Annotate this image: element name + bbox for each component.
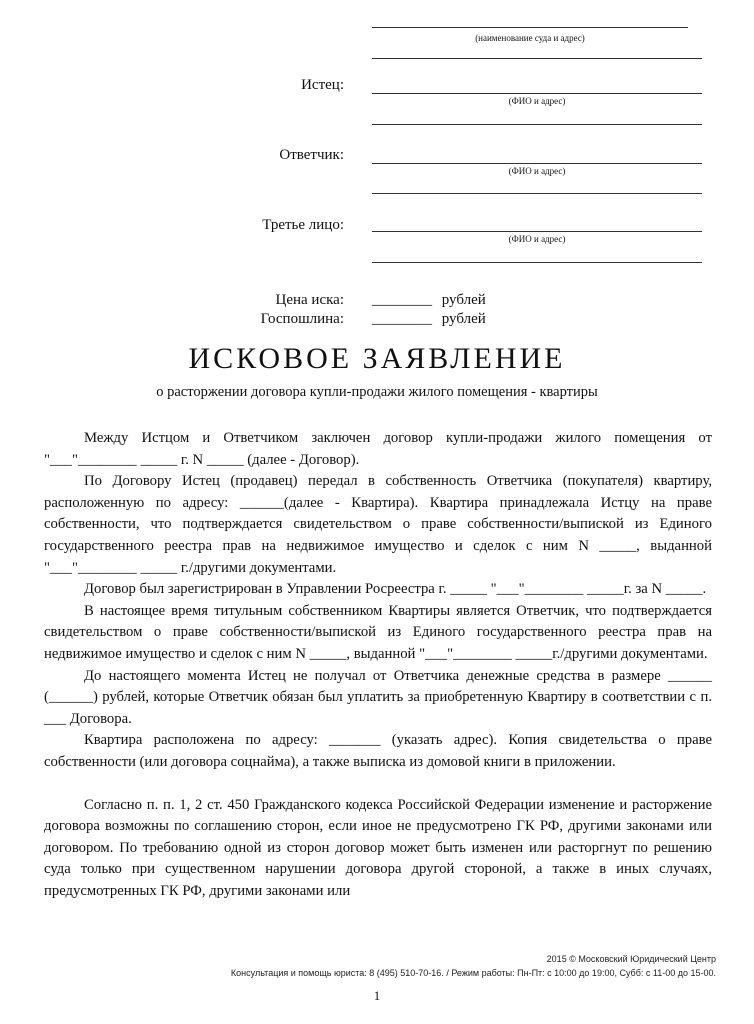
document-body [44, 428, 712, 902]
claim-price-blank: ________ [372, 292, 432, 308]
defendant-line-2 [372, 193, 702, 194]
paragraph: Договор был зарегистрирован в Управлении Росреестра г. _____ "___"________ _____г. за N _____. [84, 581, 707, 598]
document-title: ИСКОВОЕ ЗАЯВЛЕНИЕ [188, 342, 566, 375]
plaintiff-caption: (ФИО и адрес) [508, 96, 566, 106]
state-fee-value [372, 311, 486, 328]
footer-contacts: Консультация и помощь юриста: 8 (495) 510-70-16. / Режим работы: Пн-Пт: с 10:00 до 19:00, Субб: с 11-00 до 15-00. [230, 968, 716, 978]
paragraph: По Договору Истец (продавец) передал в собственность Ответчика (покупателя) квартиру, расположенную по адресу: ______(далее - Квартира). Квартира принадлежала Истцу на праве собственности, что подтверждается свидетельством о праве собственности/выпиской из Единого государственного реестра прав на недвижимое имущество и сделок с ним N _____, выданной "___"________ _____ г./другими документами. [44, 473, 712, 576]
paragraph: Между Истцом и Ответчиком заключен договор купли-продажи жилого помещения от "___"________ _____ г. N _____ (далее - Договор). [44, 430, 712, 468]
court-line-2 [372, 58, 702, 59]
footer-copyright: 2015 © Московский Юридический Центр [546, 954, 716, 964]
state-fee-label: Госпошлина: [260, 311, 344, 327]
plaintiff-line-2 [372, 124, 702, 125]
paragraph: В настоящее время титульным собственником Квартиры является Ответчик, что подтверждается свидетельством о праве собственности/выпиской из Единого государственного реестра прав на недвижимое имущество и сделок с ним N _____, выданной "___"________ _____г./другими документами. [44, 602, 712, 662]
defendant-line-1 [372, 163, 702, 164]
paragraph: До настоящего момента Истец не получал от Ответчика денежные средства в размере ______ (______) рублей, которые Ответчик обязан был уплатить за приобретенную Квартиру в соответствии с п. ___ Договора. [44, 667, 712, 727]
defendant-label: Ответчик: [279, 147, 344, 163]
state-fee-currency: рублей [441, 311, 486, 327]
page-number: 1 [373, 988, 381, 1003]
third-party-line-2 [372, 262, 702, 263]
paragraph: Согласно п. п. 1, 2 ст. 450 Гражданского кодекса Российской Федерации изменение и расторжение договора возможны по соглашению сторон, если иное не предусмотрено ГК РФ, другими законами или договором. По требованию одной из сторон договор может быть изменен или расторгнут по решению суда только при существенном нарушении договора другой стороной, а также в иных случаях, предусмотренных ГК РФ, другими законами или [44, 796, 712, 899]
defendant-caption: (ФИО и адрес) [508, 166, 566, 176]
third-party-line-1 [372, 231, 702, 232]
third-party-label: Третье лицо: [262, 217, 344, 233]
claim-price-value [372, 292, 486, 309]
third-party-caption: (ФИО и адрес) [508, 234, 566, 244]
claim-price-label: Цена иска: [275, 292, 344, 308]
claim-price-currency: рублей [441, 292, 486, 308]
document-subtitle: о расторжении договора купли-продажи жилого помещения - квартиры [156, 384, 598, 400]
plaintiff-line-1 [372, 93, 702, 94]
court-line-1 [372, 27, 688, 28]
court-caption: (наименование суда и адрес) [475, 33, 585, 43]
paragraph: Квартира расположена по адресу: _______ (указать адрес). Копия свидетельства о праве собственности (или договора соцнайма), а также выписка из домовой книги в приложении. [44, 732, 712, 770]
plaintiff-label: Истец: [301, 77, 344, 93]
state-fee-blank: ________ [372, 311, 432, 327]
